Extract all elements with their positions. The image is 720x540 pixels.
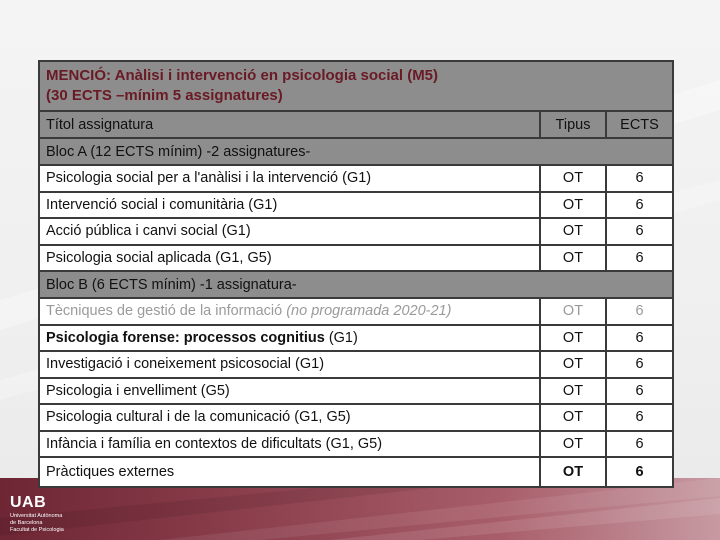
table-title-cell xyxy=(39,61,673,111)
course-type: OT xyxy=(540,165,606,192)
course-name: Psicologia i envelliment (G5) xyxy=(39,378,540,405)
course-name: Psicologia social per a l'anàlisi i la intervenció (G1) xyxy=(39,165,540,192)
table-row xyxy=(39,218,673,245)
course-name: Psicologia cultural i de la comunicació (G1, G5) xyxy=(39,404,540,431)
course-type: OT xyxy=(540,404,606,431)
course-name-rest: (G1) xyxy=(324,329,358,346)
bloc-a-row xyxy=(39,138,673,165)
table-row xyxy=(39,245,673,272)
table-row xyxy=(39,298,673,325)
table-row xyxy=(39,404,673,431)
course-name: Investigació i coneixement psicosocial (G1) xyxy=(39,351,540,378)
uab-logo xyxy=(10,494,90,538)
course-ects: 6 xyxy=(606,165,673,192)
course-type: OT xyxy=(540,378,606,405)
course-type: OT xyxy=(540,298,606,325)
course-ects: 6 xyxy=(606,245,673,272)
table-title-line2: (30 ECTS –mínim 5 assignatures) xyxy=(46,87,283,104)
course-type: OT xyxy=(540,431,606,458)
table-row xyxy=(39,351,673,378)
course-type: OT xyxy=(540,218,606,245)
course-type: OT xyxy=(540,351,606,378)
logo-sub-3: Facultat de Psicologia xyxy=(10,527,64,533)
table-title-line1: MENCIÓ: Anàlisi i intervenció en psicologia social (M5) xyxy=(46,67,439,84)
course-name: Intervenció social i comunitària (G1) xyxy=(39,192,540,219)
table-row xyxy=(39,325,673,352)
logo-sub-1: Universitat Autònoma xyxy=(10,513,63,519)
course-ects: 6 xyxy=(606,298,673,325)
course-type: OT xyxy=(540,245,606,272)
logo-sub-2: de Barcelona xyxy=(10,520,43,526)
table-title-row xyxy=(39,61,673,111)
course-name: Psicologia social aplicada (G1, G5) xyxy=(39,245,540,272)
course-name: Pràctiques externes xyxy=(39,457,540,487)
table-row xyxy=(39,165,673,192)
bloc-b-label: Bloc B (6 ECTS mínim) -1 assignatura- xyxy=(39,271,673,298)
course-name-text: Tècniques de gestió de la informació xyxy=(46,303,283,320)
course-name xyxy=(39,325,540,352)
mencio-table xyxy=(38,60,674,488)
course-ects: 6 xyxy=(606,378,673,405)
course-note: (no programada 2020-21) xyxy=(286,303,452,320)
table-row xyxy=(39,192,673,219)
logo-text: UAB xyxy=(10,494,47,511)
table-row xyxy=(39,431,673,458)
course-name xyxy=(39,298,540,325)
course-type: OT xyxy=(540,457,606,487)
course-ects: 6 xyxy=(606,431,673,458)
bloc-b-row xyxy=(39,271,673,298)
header-type: Tipus xyxy=(540,111,606,138)
bloc-a-label: Bloc A (12 ECTS mínim) -2 assignatures- xyxy=(39,138,673,165)
mencio-table-container xyxy=(38,60,672,488)
course-ects: 6 xyxy=(606,404,673,431)
course-name-bold: Psicologia forense: processos cognitius xyxy=(46,329,325,346)
course-ects: 6 xyxy=(606,351,673,378)
course-name: Acció pública i canvi social (G1) xyxy=(39,218,540,245)
course-type: OT xyxy=(540,325,606,352)
course-ects: 6 xyxy=(606,325,673,352)
course-name: Infància i família en contextos de dificultats (G1, G5) xyxy=(39,431,540,458)
course-ects: 6 xyxy=(606,192,673,219)
table-row xyxy=(39,378,673,405)
course-ects: 6 xyxy=(606,457,673,487)
header-title: Títol assignatura xyxy=(39,111,540,138)
header-ects: ECTS xyxy=(606,111,673,138)
practiques-row xyxy=(39,457,673,487)
table-header-row xyxy=(39,111,673,138)
course-ects: 6 xyxy=(606,218,673,245)
course-type: OT xyxy=(540,192,606,219)
